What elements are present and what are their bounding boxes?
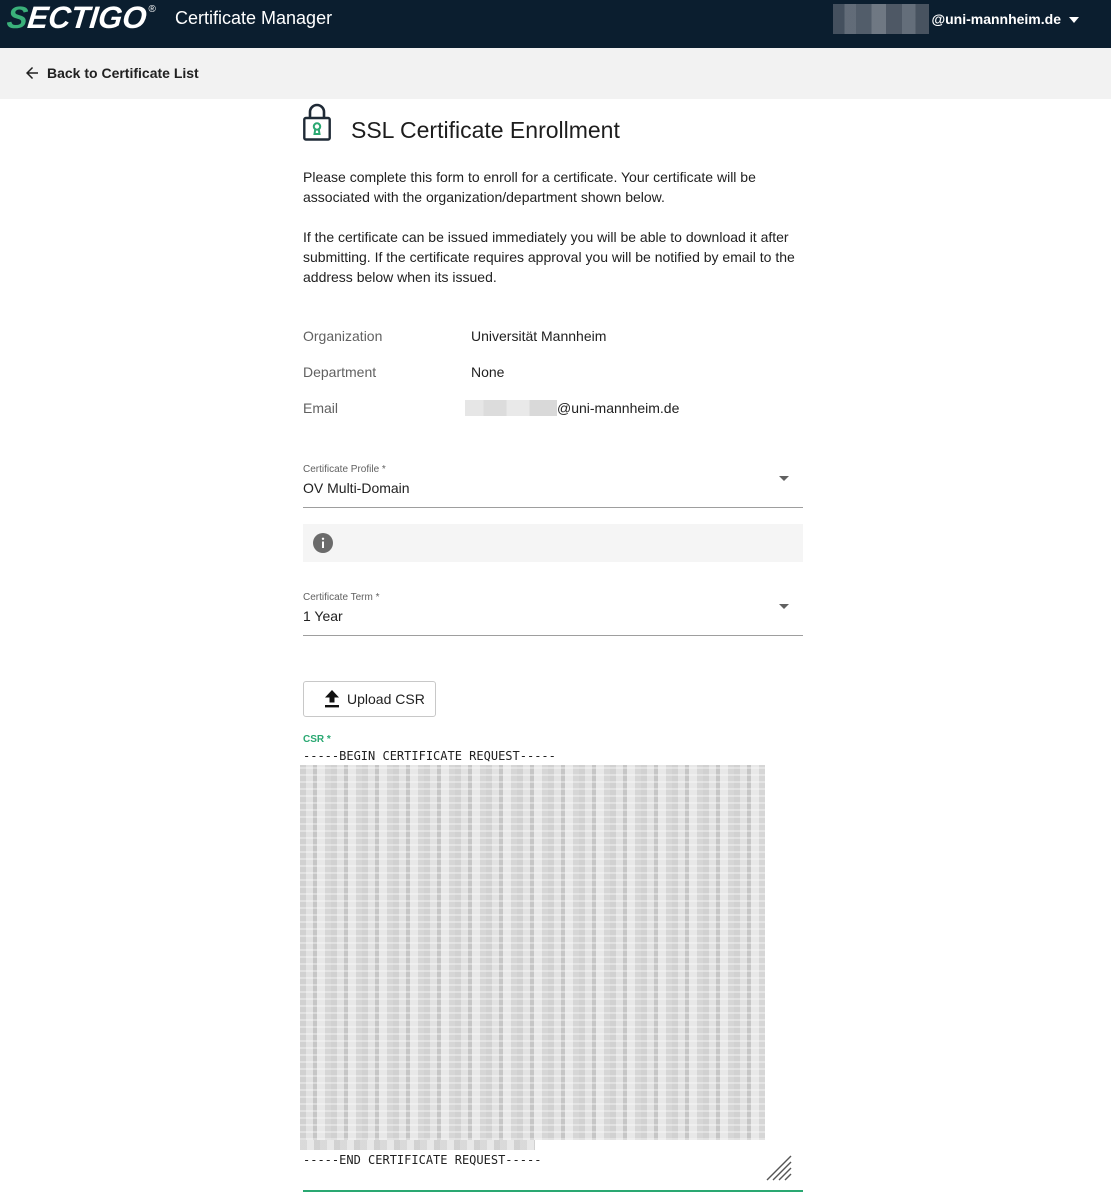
- organization-value: Universität Mannheim: [471, 328, 607, 344]
- redacted-csr-content: [300, 765, 765, 1140]
- csr-begin-line: -----BEGIN CERTIFICATE REQUEST-----: [303, 749, 556, 763]
- back-link-label: Back to Certificate List: [47, 65, 199, 81]
- department-value: None: [471, 364, 505, 380]
- page-heading: [303, 103, 803, 145]
- certificate-profile-value: OV Multi-Domain: [303, 480, 410, 496]
- logo-text: ECTIGO: [25, 0, 149, 35]
- email-row: [303, 400, 803, 420]
- certificate-profile-label: Certificate Profile *: [303, 464, 386, 475]
- page-title: SSL Certificate Enrollment: [351, 117, 620, 143]
- upload-icon: [324, 690, 340, 708]
- user-email: @uni-mannheim.de: [931, 11, 1061, 27]
- registered-mark: ®: [148, 4, 156, 15]
- redacted-csr-content-tail: [300, 1140, 535, 1150]
- arrow-left-icon: [23, 64, 41, 82]
- lock-icon: [303, 103, 331, 141]
- certificate-term-value: 1 Year: [303, 608, 343, 624]
- back-to-list-link[interactable]: [23, 64, 199, 82]
- redacted-email-user: [465, 400, 557, 416]
- chevron-down-icon[interactable]: [1069, 17, 1079, 23]
- organization-label: Organization: [303, 328, 383, 344]
- sub-bar: [0, 48, 1111, 99]
- top-bar: [0, 0, 1111, 48]
- email-label: Email: [303, 400, 339, 416]
- intro-text: Please complete this form to enroll for a certificate. Your certificate will be associated with the organization/department shown below.: [303, 169, 756, 205]
- certificate-term-select[interactable]: [303, 592, 803, 636]
- profile-info-box: [303, 524, 803, 562]
- certificate-profile-select[interactable]: [303, 464, 803, 508]
- dropdown-caret-icon: [779, 604, 789, 609]
- upload-csr-button[interactable]: [303, 681, 436, 717]
- department-row: [303, 364, 803, 384]
- user-menu[interactable]: [833, 4, 1079, 34]
- upload-csr-label: Upload CSR: [347, 691, 425, 707]
- email-value: @uni-mannheim.de: [557, 400, 680, 416]
- csr-label: CSR *: [303, 734, 331, 745]
- approval-note: If the certificate can be issued immediately you will be able to download it after submitting. If the certificate requires approval you will be notified by email to the address below when its issued.: [303, 229, 795, 285]
- logo-initial: S: [5, 0, 30, 35]
- redacted-username: [833, 4, 929, 34]
- organization-row: [303, 328, 803, 348]
- resize-handle-icon[interactable]: [765, 1154, 793, 1182]
- department-label: Department: [303, 364, 377, 380]
- dropdown-caret-icon: [779, 476, 789, 481]
- csr-end-line: -----END CERTIFICATE REQUEST-----: [303, 1153, 542, 1167]
- certificate-term-label: Certificate Term *: [303, 592, 380, 603]
- csr-textarea[interactable]: [303, 747, 803, 1192]
- sectigo-logo[interactable]: [7, 2, 156, 38]
- app-title: Certificate Manager: [175, 8, 333, 28]
- info-icon: [313, 533, 333, 553]
